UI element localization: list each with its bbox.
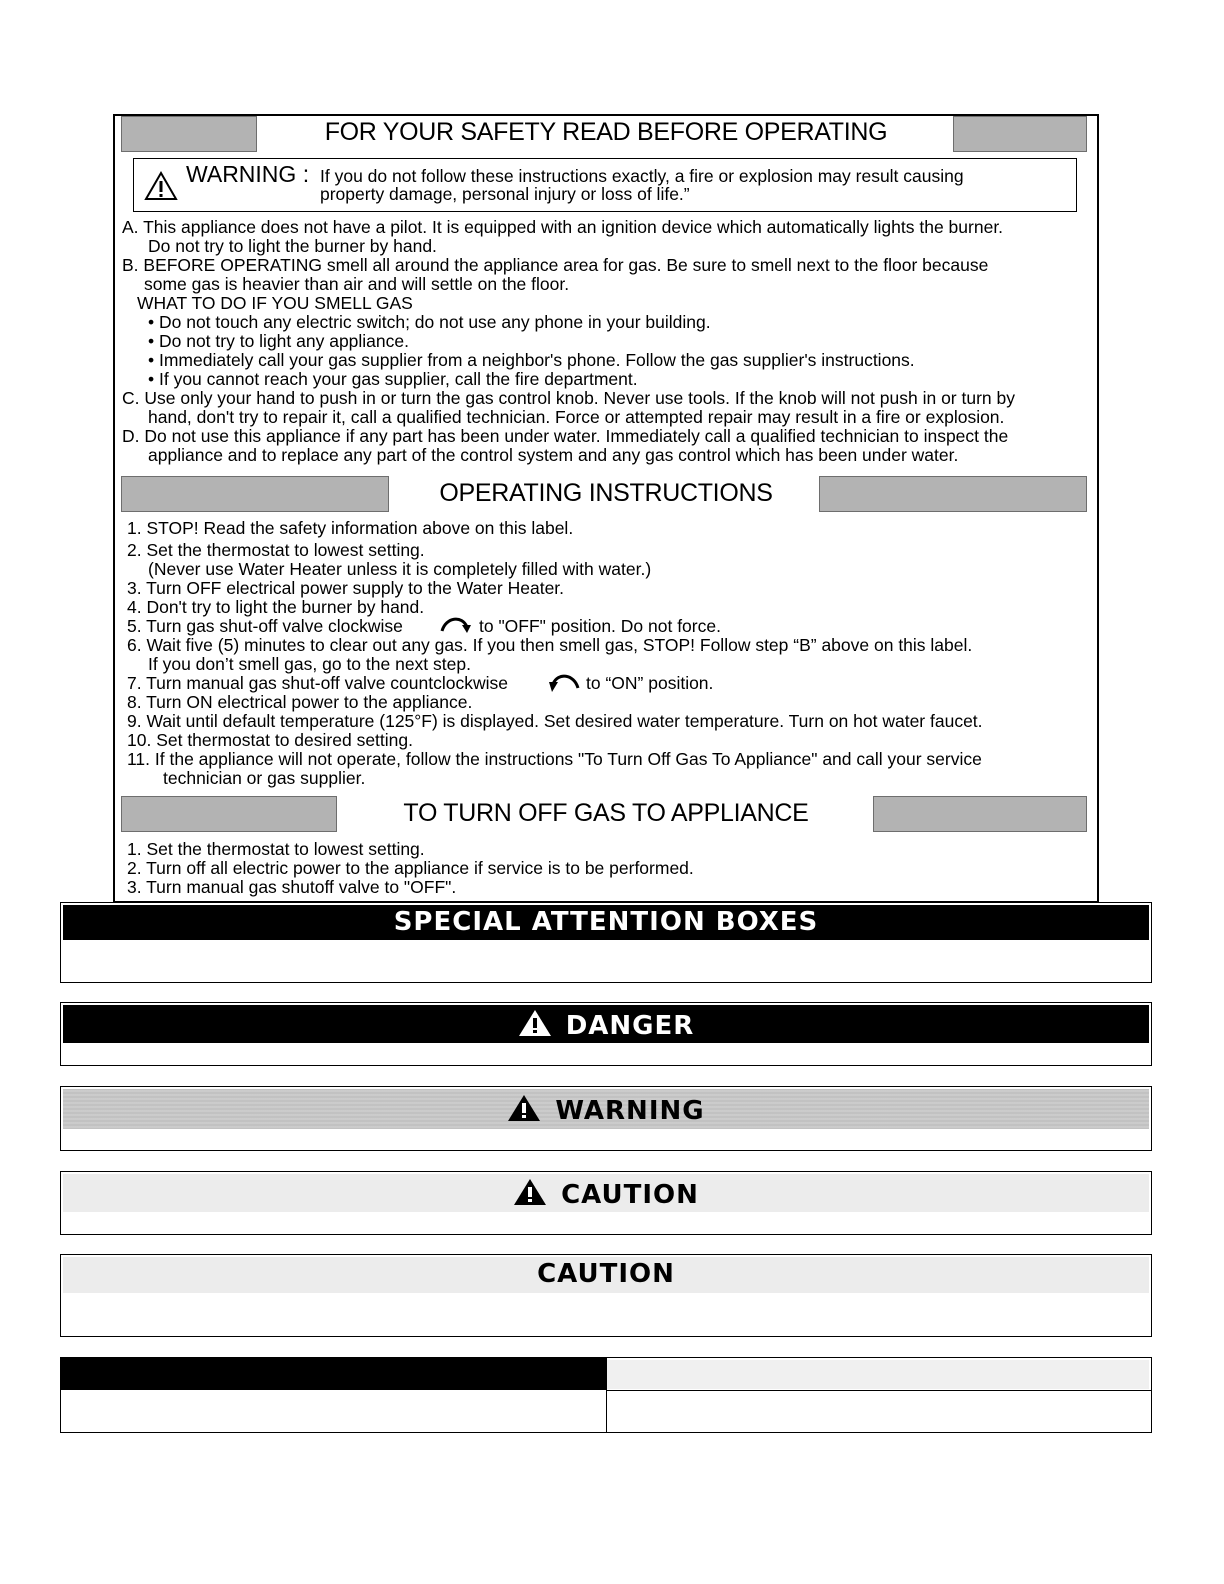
operating-line: 3. Turn OFF electrical power supply to the Water Heater. (127, 578, 565, 598)
operating-line: 5. Turn gas shut-off valve clockwise (127, 616, 403, 636)
safety-line: • If you cannot reach your gas supplier, call the fire department. (148, 369, 638, 389)
operating-line: 10. Set thermostat to desired setting. (127, 730, 413, 750)
operating-line: to "OFF" position. Do not force. (479, 616, 721, 636)
caution-alert-heading (63, 1178, 1149, 1210)
safety-line: A. This appliance does not have a pilot. It is equipped with an ignition device which automatically lights the burner. (122, 217, 1004, 237)
caution-alert-box (60, 1171, 1152, 1235)
operating-line: 7. Turn manual gas shut-off valve countclockwise (127, 673, 508, 693)
operating-line: 9. Wait until default temperature (125°F) is displayed. Set desired water temperature. Turn on hot water faucet. (127, 711, 983, 731)
column-divider (606, 1358, 607, 1432)
warning-alert-icon (507, 1094, 541, 1122)
left-column-header (61, 1358, 606, 1390)
turnoff-line: 3. Turn manual gas shutoff valve to "OFF". (127, 877, 457, 897)
warning-label: WARNING (555, 1096, 705, 1126)
operating-line: 1. STOP! Read the safety information above on this label. (127, 518, 574, 538)
warning-notice (133, 158, 1077, 212)
warning-text (320, 167, 964, 203)
operating-line: to “ON” position. (586, 673, 714, 693)
caution-alert-icon (513, 1178, 547, 1206)
warning-text-line: If you do not follow these instructions exactly, a fire or explosion may result causing (320, 166, 964, 186)
safety-line: C. Use only your hand to push in or turn the gas control knob. Never use tools. If the knob will not push in or turn by (122, 388, 1015, 408)
safety-line: B. BEFORE OPERATING smell all around the appliance area for gas. Be sure to smell next to the floor because (122, 255, 989, 275)
turnoff-line: 2. Turn off all electric power to the appliance if service is to be performed. (127, 858, 694, 878)
operating-line: 11. If the appliance will not operate, follow the instructions "To Turn Off Gas To Appliance" and call your service (127, 749, 982, 769)
counterclockwise-arrow-icon (548, 670, 582, 694)
header-divider (607, 1390, 1151, 1391)
turnoff-title: TO TURN OFF GAS TO APPLIANCE (403, 799, 809, 827)
safety-line: Do not try to light the burner by hand. (148, 236, 437, 256)
caution-heading: CAUTION (537, 1259, 675, 1289)
clockwise-arrow-icon (438, 613, 472, 635)
warning-triangle-icon (144, 171, 178, 201)
safety-line: hand, don't try to repair it, call a qualified technician. Force or attempted repair may result in a fire or explosion. (148, 407, 1005, 427)
safety-line: • Do not touch any electric switch; do not use any phone in your building. (148, 312, 711, 332)
warning-word: WARNING : (186, 161, 310, 187)
operating-line: 6. Wait five (5) minutes to clear out any gas. If you then smell gas, STOP! Follow step “B” above on this label. (127, 635, 973, 655)
operating-line: 8. Turn ON electrical power to the appliance. (127, 692, 473, 712)
safety-title: FOR YOUR SAFETY READ BEFORE OPERATING (324, 118, 888, 146)
safety-label (113, 114, 1099, 903)
warning-text-line: property damage, personal injury or loss of life.” (320, 184, 690, 204)
danger-box (60, 1002, 1152, 1066)
operating-line: 4. Don't try to light the burner by hand. (127, 597, 425, 617)
safety-line: some gas is heavier than air and will settle on the floor. (144, 274, 570, 294)
caution-box (60, 1254, 1152, 1337)
warning-heading (63, 1094, 1149, 1126)
operating-title: OPERATING INSTRUCTIONS (439, 479, 773, 507)
caution-alert-label: CAUTION (561, 1180, 699, 1210)
warning-box (60, 1086, 1152, 1151)
special-attention-title: SPECIAL ATTENTION BOXES (393, 907, 819, 937)
safety-line: • Immediately call your gas supplier from a neighbor's phone. Follow the gas supplier's instructions. (148, 350, 915, 370)
safety-line: WHAT TO DO IF YOU SMELL GAS (137, 293, 413, 313)
safety-line: • Do not try to light any appliance. (148, 331, 409, 351)
operating-line: (Never use Water Heater unless it is completely filled with water.) (148, 559, 652, 579)
safety-line: D. Do not use this appliance if any part has been under water. Immediately call a qualified technician to inspect the (122, 426, 1009, 446)
operating-line: 2. Set the thermostat to lowest setting. (127, 540, 425, 560)
danger-alert-icon (518, 1009, 552, 1037)
danger-label: DANGER (565, 1011, 695, 1041)
right-column-header (607, 1360, 1149, 1389)
turnoff-line: 1. Set the thermostat to lowest setting. (127, 839, 425, 859)
operating-line: technician or gas supplier. (163, 768, 366, 788)
safety-line: appliance and to replace any part of the control system and any gas control which has been under water. (148, 445, 959, 465)
operating-line: If you don’t smell gas, go to the next step. (148, 654, 471, 674)
two-column-box (60, 1357, 1152, 1433)
special-attention-box (60, 902, 1152, 983)
danger-heading (63, 1009, 1149, 1041)
